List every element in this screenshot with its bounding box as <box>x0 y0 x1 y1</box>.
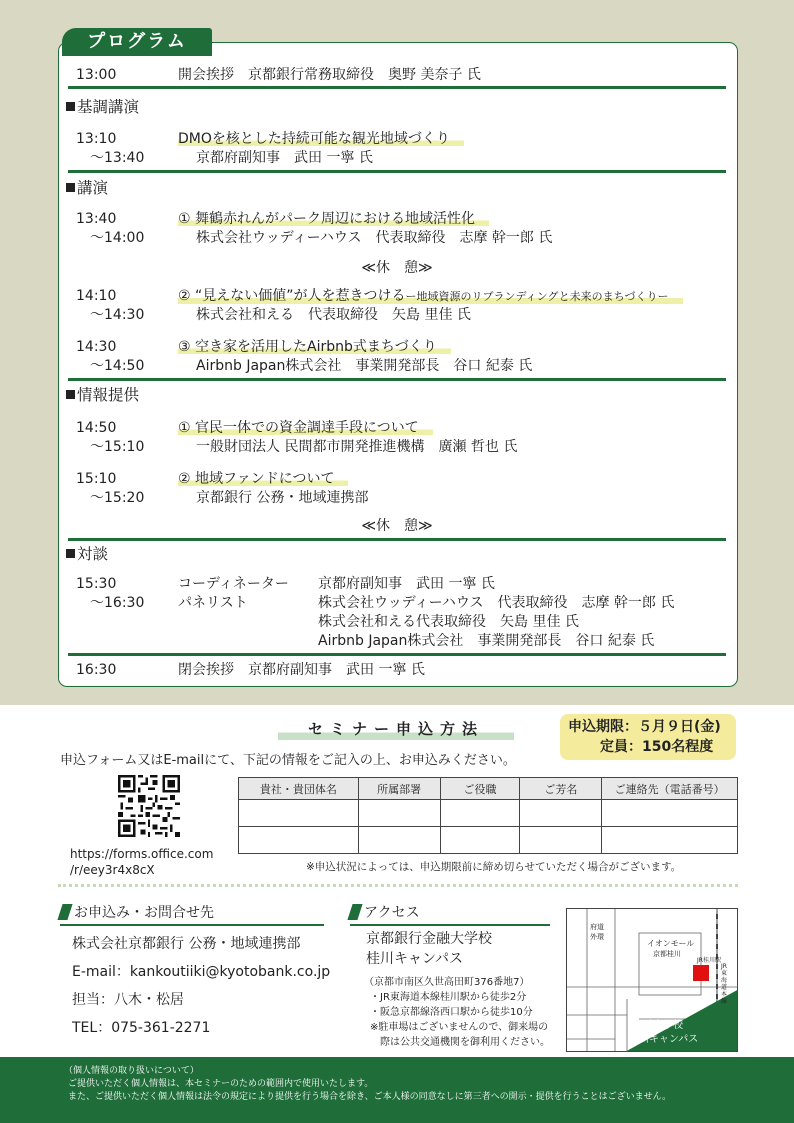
divider <box>68 653 726 656</box>
lecture-1-title: ① 舞鶴赤れんがパーク周辺における地域活性化 <box>178 210 489 228</box>
info-2-time-start: 15:10 <box>76 471 117 487</box>
keynote-heading: 基調講演 <box>64 98 139 116</box>
keynote-time-start: 13:10 <box>76 131 117 147</box>
lecture-3-speaker: Airbnb Japan株式会社 事業開発部長 谷口 紀泰 氏 <box>196 358 533 374</box>
info-2-time-end: ～15:20 <box>90 490 145 506</box>
application-title: セミナー申込方法 <box>278 718 514 742</box>
table-cell[interactable] <box>602 800 738 827</box>
contact-tel: TEL：075-361-2271 <box>72 1020 211 1036</box>
form-url-line2[interactable]: /r/eey3r4x8cX <box>70 863 155 877</box>
access-underline <box>350 924 550 926</box>
table-cell[interactable] <box>239 827 359 854</box>
lecture-2-time-start: 14:10 <box>76 288 117 304</box>
footer-line3: また、ご提供いただく個人情報は法令の規定により提供を行う場合を除き、ご本人様の同意なしに第三者への開示・提供を行うことはございません。 <box>68 1092 672 1102</box>
lecture-2-title <box>178 287 683 306</box>
keynote-time-end: ～13:40 <box>90 150 145 166</box>
divider <box>68 378 726 381</box>
panelist-1: 株式会社ウッディーハウス 代表取締役 志摩 幹一郎 氏 <box>318 595 675 611</box>
divider <box>68 86 726 89</box>
capacity: 定員：150名程度 <box>600 739 714 755</box>
info-2-speaker: 京都銀行 公務・地域連携部 <box>196 490 369 506</box>
contact-underline <box>60 924 324 926</box>
table-header: ご芳名 <box>520 778 602 800</box>
footer-line1: （個人情報の取り扱いについて） <box>64 1066 199 1076</box>
closing-text: 閉会挨拶 京都府副知事 武田 一寧 氏 <box>178 662 425 678</box>
lecture-2-speaker: 株式会社和える 代表取締役 矢島 里佳 氏 <box>196 307 471 323</box>
form-url-line1[interactable]: https://forms.office.com <box>70 847 214 861</box>
table-cell[interactable] <box>602 827 738 854</box>
lecture-3-time-start: 14:30 <box>76 339 117 355</box>
lecture-2-time-end: ～14:30 <box>90 307 145 323</box>
privacy-footer <box>0 1057 794 1123</box>
info-2-title: ② 地域ファンドについて <box>178 470 348 488</box>
break-label: ≪休 憩≫ <box>361 518 433 534</box>
keynote-title: DMOを核とした持続可能な観光地域づくり <box>178 130 464 148</box>
qr-code[interactable] <box>118 775 180 837</box>
access-venue1: 京都銀行金融大学校 <box>366 931 492 947</box>
lecture-1-time-end: ～14:00 <box>90 230 145 246</box>
table-cell[interactable] <box>358 800 440 827</box>
table-cell[interactable] <box>440 827 520 854</box>
divider <box>68 170 726 173</box>
contact-org: 株式会社京都銀行 公務・地域連携部 <box>72 936 301 952</box>
contact-person: 担当：八木・松居 <box>72 992 184 1008</box>
coordinator-label: コーディネーター <box>178 576 289 592</box>
table-cell[interactable] <box>440 800 520 827</box>
access-map[interactable] <box>566 908 738 1052</box>
deadline: 申込期限：５月９日(金) <box>568 719 721 735</box>
table-cell[interactable] <box>520 800 602 827</box>
lecture-1-time-start: 13:40 <box>76 211 117 227</box>
map-venue-label2: 金融大学校 <box>633 1020 683 1031</box>
lectures-heading: 講演 <box>64 179 108 197</box>
lecture-2-subtitle: ー地域資源のリブランディングと未来のまちづくりー <box>405 290 669 303</box>
info-1-time-start: 14:50 <box>76 420 117 436</box>
heading-marker <box>347 904 362 920</box>
table-header: 貴社・貴団体名 <box>239 778 359 800</box>
contact-heading <box>60 904 214 922</box>
application-instruction: 申込フォーム又はE-mailにて、下記の情報をご記入の上、お申込みください。 <box>60 753 516 768</box>
map-station-label: JR桂川駅 <box>697 957 721 964</box>
opening-time: 13:00 <box>76 67 117 83</box>
access-parking1: ※駐車場はございませんので、御来場の <box>370 1022 549 1033</box>
table-row <box>239 800 738 827</box>
dialogue-time-end: ～16:30 <box>90 595 145 611</box>
info-1-time-end: ～15:10 <box>90 439 145 455</box>
access-route2: ・阪急京都線洛西口駅から徒歩10分 <box>370 1007 533 1018</box>
contact-heading-label: お申込み・お問合せ先 <box>74 905 214 921</box>
access-address: （京都市南区久世高田町376番地7） <box>364 977 530 988</box>
table-cell[interactable] <box>239 800 359 827</box>
access-heading <box>350 904 420 922</box>
table-row <box>239 827 738 854</box>
info-1-title: ① 官民一体での資金調達手段について <box>178 419 433 437</box>
closing-time: 16:30 <box>76 662 117 678</box>
program-tab: プログラム <box>62 28 212 56</box>
table-cell[interactable] <box>520 827 602 854</box>
application-note: ※申込状況によっては、申込期限前に締め切らせていただく場合がございます。 <box>306 861 682 873</box>
panelist-label: パネリスト <box>178 595 248 611</box>
map-store-label2: 京都桂川 <box>653 950 681 958</box>
lecture-3-title: ③ 空き家を活用したAirbnb式まちづくり <box>178 338 451 356</box>
coordinator: 京都府副知事 武田 一寧 氏 <box>318 576 495 592</box>
footer-line2: ご提供いただく個人情報は、本セミナーのための範囲内で使用いたします。 <box>68 1079 374 1089</box>
dialogue-heading: 対談 <box>64 545 108 563</box>
opening-text: 開会挨拶 京都銀行常務取締役 奥野 美奈子 氏 <box>178 67 481 83</box>
lecture-3-time-end: ～14:50 <box>90 358 145 374</box>
map-road-label2: 外環 <box>590 933 604 941</box>
access-route1: ・JR東海道本線桂川駅から徒歩2分 <box>370 992 527 1003</box>
access-venue2: 桂川キャンパス <box>366 951 464 967</box>
table-header: ご役職 <box>440 778 520 800</box>
break-label: ≪休 憩≫ <box>361 260 433 276</box>
heading-marker <box>57 904 72 920</box>
panelist-3: Airbnb Japan株式会社 事業開発部長 谷口 紀泰 氏 <box>318 633 655 649</box>
access-parking2: 際は公共交通機関を御利用ください。 <box>380 1037 550 1048</box>
info-heading: 情報提供 <box>64 386 139 404</box>
application-table <box>238 777 738 854</box>
info-1-speaker: 一般財団法人 民間都市開発推進機構 廣瀬 哲也 氏 <box>196 439 518 455</box>
keynote-speaker: 京都府副知事 武田 一寧 氏 <box>196 150 373 166</box>
deadline-box <box>560 714 736 760</box>
table-header: 所属部署 <box>358 778 440 800</box>
map-venue-label1: 京都銀行 <box>637 1005 686 1019</box>
dialogue-time-start: 15:30 <box>76 576 117 592</box>
table-cell[interactable] <box>358 827 440 854</box>
panelist-2: 株式会社和える代表取締役 矢島 里佳 氏 <box>318 614 579 630</box>
contact-email[interactable]: E-mail：kankoutiiki@kyotobank.co.jp <box>72 964 331 980</box>
map-line-label: JR東海道本線 <box>721 963 728 1005</box>
map-store-label1: イオンモール <box>647 939 695 948</box>
map-road-label1: 府道 <box>590 923 604 931</box>
table-header: ご連絡先（電話番号） <box>602 778 738 800</box>
lecture-1-speaker: 株式会社ウッディーハウス 代表取締役 志摩 幹一郎 氏 <box>196 230 553 246</box>
map-venue-label3: 桂川キャンパス <box>629 1034 699 1045</box>
access-heading-label: アクセス <box>364 905 420 921</box>
divider <box>68 538 726 541</box>
lecture-2-title-main: ② “見えない価値”が人を惹きつける <box>178 288 406 304</box>
dotted-divider <box>58 884 738 887</box>
